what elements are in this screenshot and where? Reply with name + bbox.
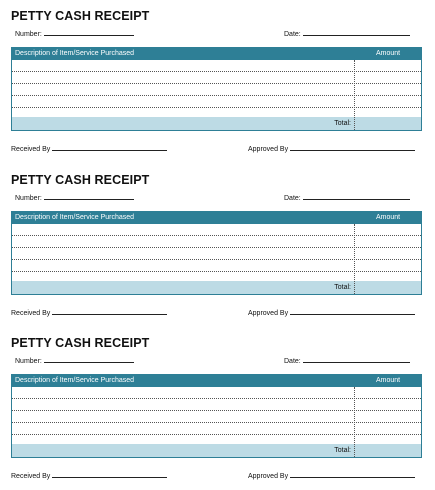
receipt-1 [0,0,435,160]
description-header: Description of Item/Service Purchased [15,214,135,221]
received-by-field[interactable] [11,471,167,480]
table-row[interactable] [12,83,421,84]
approved-by-label: Approved By [248,473,289,480]
date-line[interactable] [303,29,410,36]
items-table [11,374,422,458]
number-line[interactable] [44,193,134,200]
items-table [11,47,422,131]
amount-header: Amount [375,214,401,221]
date-label: Date: [284,31,301,38]
table-row[interactable] [12,434,421,435]
receipt-3 [0,327,435,487]
approved-by-line[interactable] [290,144,415,151]
received-by-label: Received By [11,146,51,153]
number-field[interactable] [15,29,134,38]
receipt-2 [0,164,435,324]
date-line[interactable] [303,356,410,363]
total-divider [354,281,355,294]
total-row [12,444,421,457]
receipt-title: PETTY CASH RECEIPT [11,336,150,350]
received-by-label: Received By [11,473,51,480]
total-label: Total: [334,284,351,291]
table-row[interactable] [12,71,421,72]
number-field[interactable] [15,356,134,365]
approved-by-field[interactable] [248,471,415,480]
received-by-line[interactable] [52,471,167,478]
received-by-field[interactable] [11,308,167,317]
table-row[interactable] [12,259,421,260]
number-label: Number: [15,358,42,365]
receipt-title: PETTY CASH RECEIPT [11,173,150,187]
table-row[interactable] [12,247,421,248]
table-row[interactable] [12,410,421,411]
items-table [11,211,422,295]
approved-by-label: Approved By [248,146,289,153]
date-field[interactable] [284,193,410,202]
date-field[interactable] [284,356,410,365]
table-row[interactable] [12,95,421,96]
number-line[interactable] [44,356,134,363]
total-divider [354,117,355,130]
table-row[interactable] [12,107,421,108]
table-header [12,212,421,224]
date-field[interactable] [284,29,410,38]
receipt-title: PETTY CASH RECEIPT [11,9,150,23]
number-line[interactable] [44,29,134,36]
received-by-field[interactable] [11,144,167,153]
total-divider [354,444,355,457]
description-header: Description of Item/Service Purchased [15,50,135,57]
received-by-line[interactable] [52,144,167,151]
table-row[interactable] [12,422,421,423]
received-by-label: Received By [11,310,51,317]
number-label: Number: [15,195,42,202]
table-row[interactable] [12,235,421,236]
total-label: Total: [334,120,351,127]
approved-by-line[interactable] [290,471,415,478]
table-row[interactable] [12,398,421,399]
received-by-line[interactable] [52,308,167,315]
column-divider [354,60,355,118]
approved-by-label: Approved By [248,310,289,317]
date-line[interactable] [303,193,410,200]
table-header [12,375,421,387]
table-header [12,48,421,60]
amount-header: Amount [375,50,401,57]
approved-by-field[interactable] [248,308,415,317]
date-label: Date: [284,358,301,365]
approved-by-line[interactable] [290,308,415,315]
column-divider [354,387,355,445]
description-header: Description of Item/Service Purchased [15,377,135,384]
total-row [12,117,421,130]
total-label: Total: [334,447,351,454]
number-label: Number: [15,31,42,38]
amount-header: Amount [375,377,401,384]
column-divider [354,224,355,282]
approved-by-field[interactable] [248,144,415,153]
number-field[interactable] [15,193,134,202]
table-row[interactable] [12,271,421,272]
date-label: Date: [284,195,301,202]
total-row [12,281,421,294]
